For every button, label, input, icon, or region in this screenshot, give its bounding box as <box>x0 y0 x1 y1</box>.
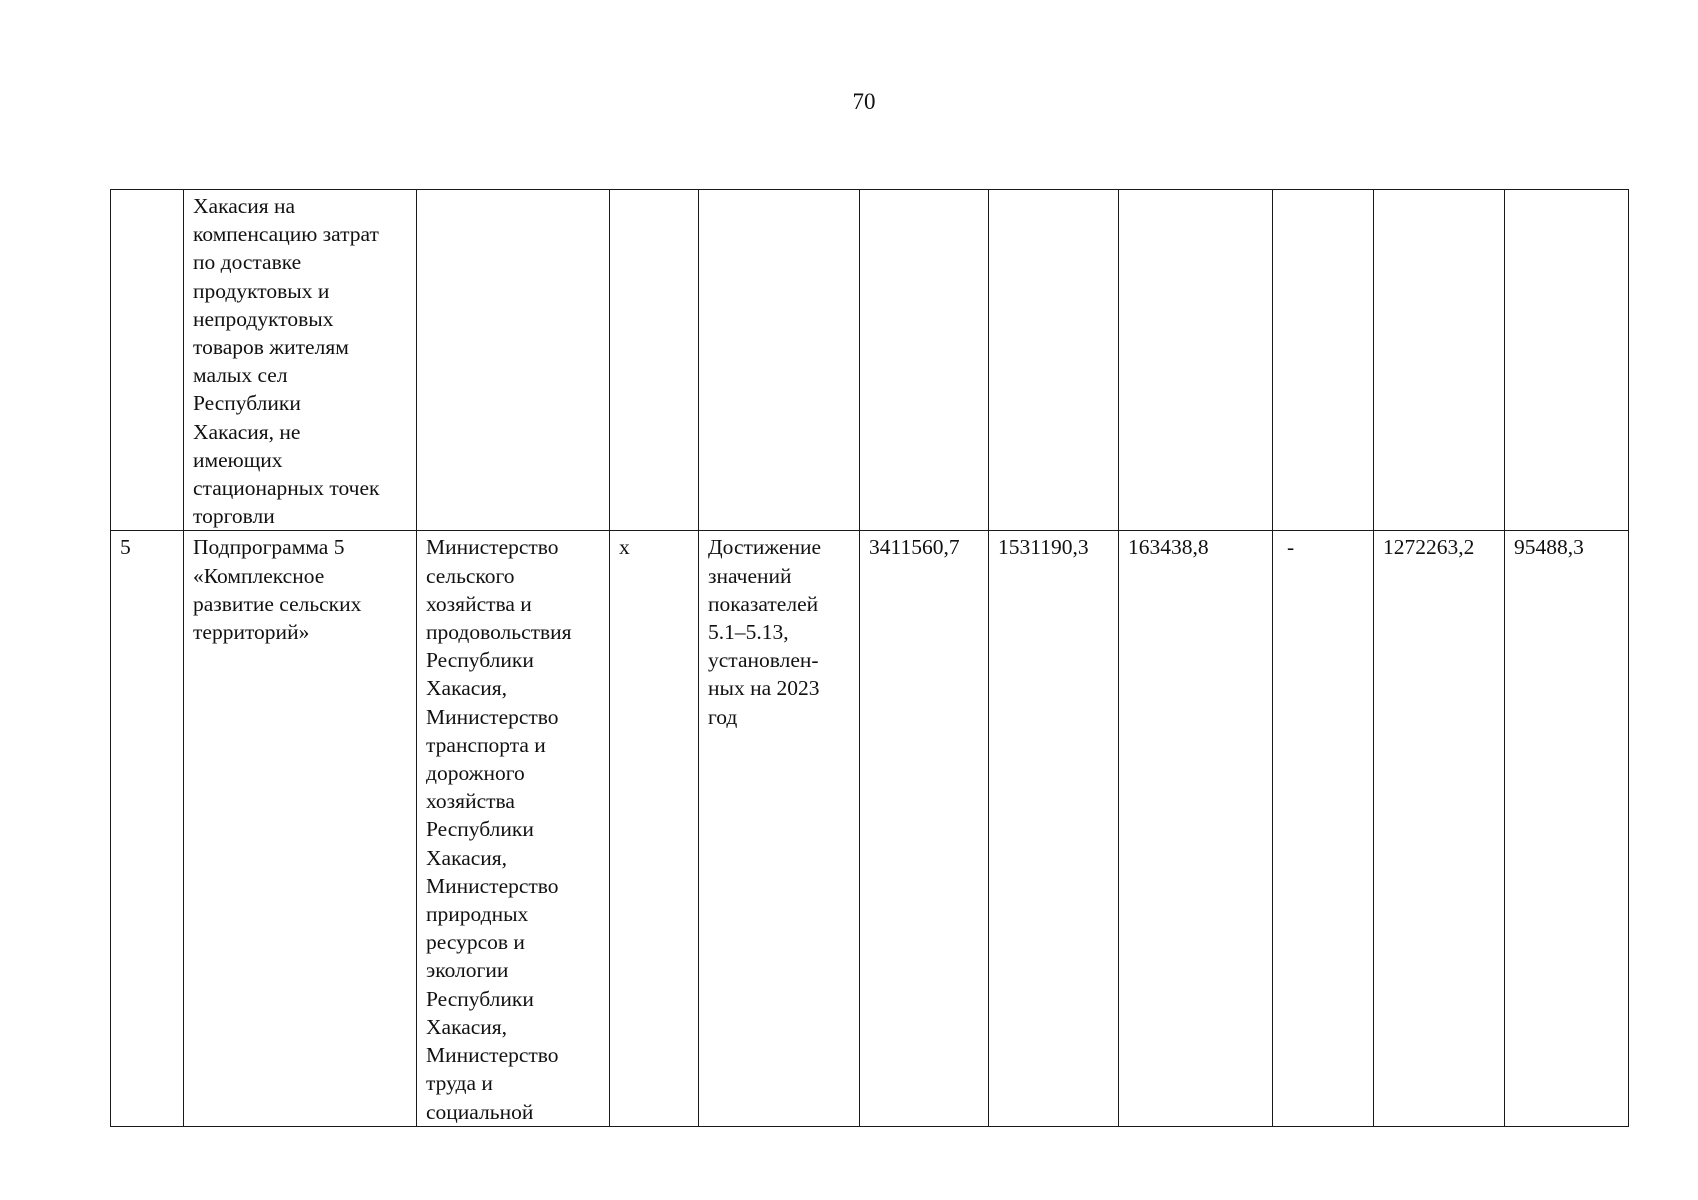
text-line: Министерство <box>426 1043 559 1068</box>
table-row-subprogram-5 <box>111 531 1629 1126</box>
text-line: установлен- <box>708 648 819 673</box>
text-line: торговли <box>193 504 275 529</box>
result-text <box>708 533 850 730</box>
text-line: год <box>708 704 738 729</box>
text-line: транспорта и <box>426 732 546 757</box>
cell-subprogram-name <box>184 531 417 1126</box>
text-line: непродуктовых <box>193 306 334 331</box>
text-line: хозяйства <box>426 789 515 814</box>
cell-number <box>111 190 184 531</box>
text-line: 5.1–5.13, <box>708 620 789 645</box>
text-line: значений <box>708 563 792 588</box>
text-line: товаров жителям <box>193 335 349 360</box>
cell-total <box>860 190 989 531</box>
text-line: ресурсов и <box>426 930 525 955</box>
value-republic: 163438,8 <box>1119 531 1273 1126</box>
measure-name-text <box>193 192 407 530</box>
cell-other <box>1505 190 1629 531</box>
text-line: стационарных точек <box>193 476 380 501</box>
text-line: Министерство <box>426 535 559 560</box>
text-line: дорожного <box>426 761 525 786</box>
text-line: ных на 2023 <box>708 676 820 701</box>
text-line: продуктовых и <box>193 278 330 303</box>
text-line: «Комплексное <box>193 563 325 588</box>
cell-result <box>699 531 860 1126</box>
text-line: Хакасия, <box>426 845 508 870</box>
executors-text <box>426 533 600 1125</box>
cell-measure-name <box>184 190 417 531</box>
text-line: Республики <box>426 817 534 842</box>
cell-mark: x <box>610 531 699 1126</box>
text-line: Достижение <box>708 535 822 560</box>
text-line: по доставке <box>193 250 302 275</box>
text-line: социальной <box>426 1099 534 1124</box>
cell-executors <box>417 531 610 1126</box>
cell-municipal <box>1273 190 1374 531</box>
text-line: Министерство <box>426 704 559 729</box>
text-line: компенсацию затрат <box>193 222 379 247</box>
text-line: развитие сельских <box>193 591 362 616</box>
program-table <box>110 189 1629 1127</box>
text-line: показателей <box>708 591 819 616</box>
cell-mark <box>610 190 699 531</box>
value-total: 3411560,7 <box>860 531 989 1126</box>
cell-result <box>699 190 860 531</box>
text-line: продовольствия <box>426 620 572 645</box>
value-federal: 1531190,3 <box>989 531 1119 1126</box>
table-row-continuation <box>111 190 1629 531</box>
value-municipal: - <box>1273 531 1374 1126</box>
text-line: малых сел <box>193 363 288 388</box>
text-line: Министерство <box>426 873 559 898</box>
text-line: имеющих <box>193 447 283 472</box>
value-extrabudget: 1272263,2 <box>1374 531 1505 1126</box>
text-line: хозяйства и <box>426 591 532 616</box>
page-number: 70 <box>852 89 876 114</box>
cell-extrabudget <box>1374 190 1505 531</box>
text-line: Республики <box>193 391 301 416</box>
text-line: сельского <box>426 563 515 588</box>
cell-republic <box>1119 190 1273 531</box>
text-line: территорий» <box>193 620 310 645</box>
text-line: Хакасия, не <box>193 419 301 444</box>
cell-federal <box>989 190 1119 531</box>
cell-executor <box>417 190 610 531</box>
text-line: природных <box>426 902 529 927</box>
value-other: 95488,3 <box>1505 531 1629 1126</box>
row-number: 5 <box>111 531 184 1126</box>
text-line: Хакасия на <box>193 194 296 218</box>
text-line: Подпрограмма 5 <box>193 535 345 560</box>
subprogram-name-text <box>193 533 407 646</box>
text-line: труда и <box>426 1071 493 1096</box>
text-line: Хакасия, <box>426 1014 508 1039</box>
text-line: Республики <box>426 986 534 1011</box>
text-line: Хакасия, <box>426 676 508 701</box>
text-line: Республики <box>426 648 534 673</box>
text-line: экологии <box>426 958 509 983</box>
